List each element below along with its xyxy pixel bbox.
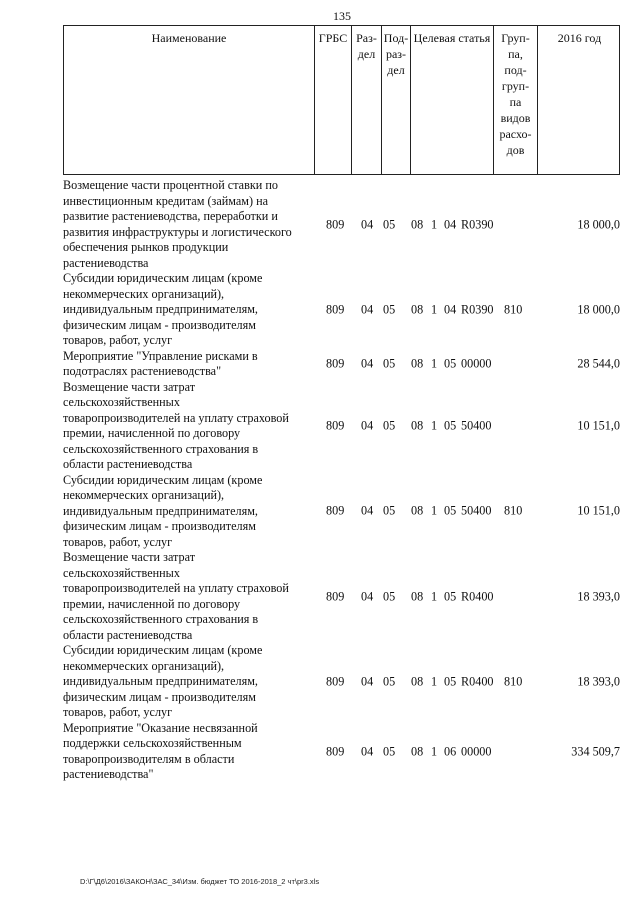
table-row [63,643,620,721]
row-cs-program: 08 [411,356,424,371]
row-podrazdel: 05 [383,503,396,518]
row-cs-event: 05 [444,418,457,433]
row-grbs: 809 [326,503,345,518]
row-grbs: 809 [326,216,345,231]
header-celevaya [410,26,493,174]
row-podrazdel: 05 [383,588,396,603]
row-razdel: 04 [361,418,374,433]
row-cs-subprogram: 1 [431,588,438,603]
row-cs-event: 04 [444,216,457,231]
row-name-line: сельскохозяйственных [63,395,180,409]
row-name-line: Субсидии юридическим лицам (кроме [63,472,263,487]
table-row [63,271,620,349]
row-name-line: товаропроизводителей на уплату страховой [63,410,289,425]
row-podrazdel: 05 [383,674,396,688]
row-name-line: физическим лицам - производителям [63,689,256,704]
row-name-line: премии, начисленной по договору [63,426,241,440]
row-grbs: 809 [326,674,345,688]
row-name-line: индивидуальным предпринимателям, [63,503,258,518]
row-name-line: индивидуальным предпринимателям, [63,674,258,688]
row-amount: 10 151,0 [577,418,620,433]
row-grbs: 809 [326,588,345,603]
row-name-line: Мероприятие "Оказание несвязанной [63,720,258,735]
row-cs-direction: R0390 [461,302,494,316]
row-name-line: области растениеводства [63,627,193,642]
row-cs-program: 08 [411,216,424,231]
row-cs-subprogram: 1 [431,356,438,371]
row-cs-program: 08 [411,418,424,433]
header-gruppa-line: па [509,95,522,109]
row-cs-subprogram: 1 [431,674,438,688]
row-amount: 18 393,0 [577,588,620,603]
row-razdel: 04 [361,743,374,758]
row-cs-direction: R0400 [461,674,494,688]
row-name-line: сельскохозяйственного страхования в [63,612,259,626]
row-cs-event: 06 [444,743,457,758]
row-podrazdel: 05 [383,302,396,316]
header-gruppa-line: расхо- [499,127,532,141]
row-name [63,550,313,643]
row-podrazdel: 05 [383,356,396,371]
row-amount: 334 509,7 [571,743,620,758]
header-razdel-line: дел [357,47,376,61]
row-cs-direction: 50400 [461,503,492,518]
row-name-line: товаропроизводителям в области [63,751,235,766]
row-grbs: 809 [326,302,345,316]
row-name-line: сельскохозяйственного страхования в [63,441,259,456]
row-name-line: некоммерческих организаций), [63,658,225,673]
row-cs-event: 05 [444,674,457,688]
row-razdel: 04 [361,674,374,688]
row-name [63,380,313,473]
header-gruppa-line: па, [508,47,523,61]
row-cs-subprogram: 1 [431,743,438,758]
row-cs-subprogram: 1 [431,302,438,316]
row-name [63,349,313,380]
header-grbs [314,26,351,174]
header-gruppa-line: под- [504,63,527,77]
row-podrazdel: 05 [383,418,396,433]
row-podrazdel: 05 [383,216,396,231]
header-podrazdel-line: Под- [383,31,409,45]
row-group: 810 [504,302,523,316]
row-name-line: товаров, работ, услуг [63,333,173,347]
row-name-line: некоммерческих организаций), [63,286,225,301]
header-celevaya-label: Целевая статья [413,31,491,45]
header-podrazdel [381,26,410,174]
row-name [63,473,313,551]
header-grbs-label: ГРБС [318,31,348,45]
header-gruppa-line: дов [506,143,525,157]
row-name-line: подотраслях растениеводства" [63,364,222,378]
page-number: 135 [333,9,351,23]
table-row [63,550,620,643]
row-cs-program: 08 [411,302,424,316]
header-podrazdel-line: дел [387,63,405,77]
row-name-line: области растениеводства [63,457,193,471]
row-cs-program: 08 [411,503,424,518]
row-name-line: растениеводства [63,255,149,270]
header-year [537,26,621,174]
row-name-line: Субсидии юридическим лицам (кроме [63,271,263,285]
row-name-line: физическим лицам - производителям [63,317,256,332]
row-cs-event: 04 [444,302,457,316]
header-gruppa [493,26,537,174]
row-name-line: товаропроизводителей на уплату страховой [63,581,289,595]
row-cs-program: 08 [411,588,424,603]
row-razdel: 04 [361,356,374,371]
table-header [63,25,620,175]
header-gruppa-line: Груп- [501,31,530,45]
row-razdel: 04 [361,503,374,518]
row-cs-direction: 00000 [461,356,492,371]
table-row [63,178,620,271]
row-razdel: 04 [361,216,374,231]
row-name-line: инвестиционным кредитам (займам) на [63,193,269,208]
table-body [63,178,620,783]
header-podrazdel-line: раз- [385,47,407,61]
table-row [63,349,620,380]
row-cs-direction: R0400 [461,588,494,603]
row-name-line: Возмещение части затрат [63,550,196,564]
row-amount: 18 000,0 [577,216,620,231]
row-name-line: Субсидии юридическим лицам (кроме [63,643,263,657]
row-name-line: обеспечения рынков продукции [63,240,229,254]
header-name-label: Наименование [151,31,227,45]
row-cs-direction: 50400 [461,418,492,433]
row-name-line: некоммерческих организаций), [63,488,225,502]
row-cs-event: 05 [444,588,457,603]
header-year-label: 2016 год [557,31,602,45]
row-cs-subprogram: 1 [431,418,438,433]
row-name-line: Мероприятие "Управление рисками в [63,348,258,363]
table-row [63,380,620,473]
header-name [64,26,314,174]
row-grbs: 809 [326,356,345,371]
row-name [63,643,313,721]
row-amount: 18 393,0 [577,674,620,688]
row-cs-direction: R0390 [461,216,494,231]
row-cs-event: 05 [444,356,457,371]
row-name [63,271,313,349]
row-name-line: товаров, работ, услуг [63,534,173,549]
row-cs-subprogram: 1 [431,216,438,231]
row-amount: 10 151,0 [577,503,620,518]
row-cs-program: 08 [411,743,424,758]
row-name-line: развитие растениеводства, переработки и [63,209,278,223]
row-podrazdel: 05 [383,743,396,758]
row-name-line: развития инфраструктуры и логистического [63,224,292,239]
row-amount: 18 000,0 [577,302,620,316]
row-grbs: 809 [326,743,345,758]
row-name-line: сельскохозяйственных [63,565,180,580]
row-name [63,721,313,783]
row-name-line: Возмещение части затрат [63,379,196,394]
file-path-footer: D:\Г\Д6\2016\ЗАКОН\ЗАС_34\Изм. бюджет ТО 2016-2018_2 чт\pr3.xls [80,877,320,886]
row-group: 810 [504,503,523,518]
header-gruppa-line: груп- [501,79,530,93]
row-group: 810 [504,674,523,688]
row-name-line: поддержки сельскохозяйственным [63,736,242,750]
table-row [63,473,620,551]
header-razdel [351,26,381,174]
row-name [63,178,313,271]
row-cs-event: 05 [444,503,457,518]
row-cs-direction: 00000 [461,743,492,758]
header-razdel-line: Раз- [356,31,377,45]
row-razdel: 04 [361,302,374,316]
row-name-line: премии, начисленной по договору [63,596,241,611]
row-name-line: Возмещение части процентной ставки по [63,178,278,192]
row-name-line: индивидуальным предпринимателям, [63,302,258,316]
row-name-line: товаров, работ, услуг [63,705,173,719]
row-grbs: 809 [326,418,345,433]
row-amount: 28 544,0 [577,356,620,371]
row-name-line: растениеводства" [63,767,154,781]
row-name-line: физическим лицам - производителям [63,519,256,533]
table-row [63,721,620,783]
header-gruppa-line: видов [500,111,531,125]
row-cs-program: 08 [411,674,424,688]
row-cs-subprogram: 1 [431,503,438,518]
row-razdel: 04 [361,588,374,603]
